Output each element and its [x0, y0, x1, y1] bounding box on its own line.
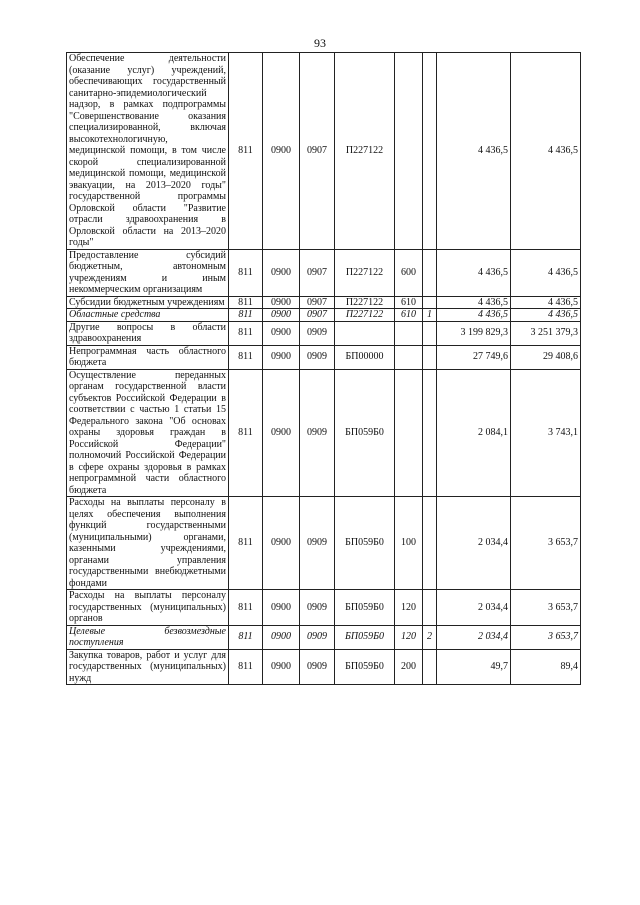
row-target-article-cell: П227122 — [335, 296, 395, 309]
row-expense-type-cell — [395, 321, 423, 345]
row-name-cell: Другие вопросы в области здравоохранения — [67, 321, 229, 345]
table-row — [67, 296, 581, 309]
row-year1-amount-cell: 2 034,4 — [437, 497, 511, 590]
row-subsection-cell: 0909 — [300, 497, 335, 590]
row-source-cell — [423, 369, 437, 497]
row-year1-amount-cell: 2 034,4 — [437, 590, 511, 626]
row-year1-amount-cell: 4 436,5 — [437, 296, 511, 309]
row-name-cell: Осуществление переданных органам государственной власти субъектов Российской Федерации в соответствии с частью 1 статьи 15 Федерального закона "Об основах охраны здоровья граждан в Российской Федерации" полномочий Российской Федерации в сфере охраны здоровья в рамках непрограммной части областного бюджета — [67, 369, 229, 497]
row-target-article-cell: П227122 — [335, 249, 395, 296]
row-name-cell: Обеспечение деятельности (оказание услуг) учреждений, обеспечивающих государственный санитарно-эпидемиологический надзор, в рамках подпрограммы "Совершенствование оказания специализированной, включая высокотехнологичную, медицинской помощи, в том числе скорой специализированной медицинской помощи, медицинской эвакуации, на 2013–2020 годы" государственной программы Орловской области "Развитие отрасли здравоохранения в Орловской области на 2013–2020 годы" — [67, 53, 229, 250]
budget-table — [66, 52, 581, 685]
row-grbs-cell: 811 — [229, 345, 263, 369]
row-expense-type-cell: 610 — [395, 309, 423, 322]
row-grbs-cell: 811 — [229, 625, 263, 649]
page-number: 93 — [314, 36, 326, 50]
table-row — [67, 497, 581, 590]
row-expense-type-cell — [395, 53, 423, 250]
row-target-article-cell: БП059Б0 — [335, 649, 395, 685]
row-target-article-cell: БП059Б0 — [335, 369, 395, 497]
row-year2-amount-cell: 3 653,7 — [511, 497, 581, 590]
row-subsection-cell: 0909 — [300, 590, 335, 626]
row-grbs-cell: 811 — [229, 309, 263, 322]
row-grbs-cell: 811 — [229, 497, 263, 590]
row-subsection-cell: 0909 — [300, 369, 335, 497]
row-source-cell — [423, 321, 437, 345]
row-subsection-cell: 0909 — [300, 321, 335, 345]
table-row — [67, 309, 581, 322]
table-row — [67, 369, 581, 497]
table-row — [67, 249, 581, 296]
row-section-cell: 0900 — [263, 249, 300, 296]
table-row — [67, 590, 581, 626]
row-expense-type-cell: 120 — [395, 625, 423, 649]
row-source-cell — [423, 296, 437, 309]
budget-table-body — [67, 53, 581, 685]
table-row — [67, 345, 581, 369]
row-name-cell: Целевые безвозмездные поступления — [67, 625, 229, 649]
row-section-cell: 0900 — [263, 309, 300, 322]
row-section-cell: 0900 — [263, 590, 300, 626]
row-subsection-cell: 0909 — [300, 345, 335, 369]
row-subsection-cell: 0907 — [300, 309, 335, 322]
row-year2-amount-cell: 89,4 — [511, 649, 581, 685]
row-name-cell: Предоставление субсидий бюджетным, автономным учреждениям и иным некоммерческим организациям — [67, 249, 229, 296]
row-source-cell — [423, 590, 437, 626]
table-row — [67, 53, 581, 250]
row-name-cell: Расходы на выплаты персоналу государственных (муниципальных) органов — [67, 590, 229, 626]
table-row — [67, 321, 581, 345]
row-target-article-cell — [335, 321, 395, 345]
row-target-article-cell: БП059Б0 — [335, 590, 395, 626]
row-subsection-cell: 0907 — [300, 53, 335, 250]
row-section-cell: 0900 — [263, 321, 300, 345]
table-row — [67, 649, 581, 685]
row-year1-amount-cell: 2 034,4 — [437, 625, 511, 649]
row-section-cell: 0900 — [263, 625, 300, 649]
row-expense-type-cell: 610 — [395, 296, 423, 309]
row-subsection-cell: 0909 — [300, 649, 335, 685]
row-expense-type-cell: 200 — [395, 649, 423, 685]
row-target-article-cell: БП059Б0 — [335, 497, 395, 590]
row-source-cell — [423, 345, 437, 369]
row-year2-amount-cell: 3 251 379,3 — [511, 321, 581, 345]
row-expense-type-cell — [395, 345, 423, 369]
row-section-cell: 0900 — [263, 53, 300, 250]
row-expense-type-cell — [395, 369, 423, 497]
row-year2-amount-cell: 3 653,7 — [511, 590, 581, 626]
row-name-cell: Областные средства — [67, 309, 229, 322]
row-expense-type-cell: 120 — [395, 590, 423, 626]
table-row — [67, 625, 581, 649]
row-year2-amount-cell: 3 743,1 — [511, 369, 581, 497]
row-grbs-cell: 811 — [229, 321, 263, 345]
row-source-cell — [423, 53, 437, 250]
row-year2-amount-cell: 4 436,5 — [511, 53, 581, 250]
row-name-cell: Непрограммная часть областного бюджета — [67, 345, 229, 369]
row-year2-amount-cell: 4 436,5 — [511, 309, 581, 322]
row-section-cell: 0900 — [263, 345, 300, 369]
row-target-article-cell: П227122 — [335, 53, 395, 250]
row-source-cell: 1 — [423, 309, 437, 322]
row-name-cell: Закупка товаров, работ и услуг для государственных (муниципальных) нужд — [67, 649, 229, 685]
row-year2-amount-cell: 3 653,7 — [511, 625, 581, 649]
row-source-cell — [423, 249, 437, 296]
row-year1-amount-cell: 3 199 829,3 — [437, 321, 511, 345]
row-section-cell: 0900 — [263, 296, 300, 309]
row-target-article-cell: БП059Б0 — [335, 625, 395, 649]
row-source-cell — [423, 649, 437, 685]
row-grbs-cell: 811 — [229, 296, 263, 309]
row-subsection-cell: 0907 — [300, 249, 335, 296]
row-section-cell: 0900 — [263, 369, 300, 497]
row-year1-amount-cell: 2 084,1 — [437, 369, 511, 497]
row-grbs-cell: 811 — [229, 249, 263, 296]
row-source-cell: 2 — [423, 625, 437, 649]
row-section-cell: 0900 — [263, 497, 300, 590]
row-subsection-cell: 0909 — [300, 625, 335, 649]
row-grbs-cell: 811 — [229, 590, 263, 626]
row-section-cell: 0900 — [263, 649, 300, 685]
row-year1-amount-cell: 4 436,5 — [437, 53, 511, 250]
row-year1-amount-cell: 49,7 — [437, 649, 511, 685]
row-subsection-cell: 0907 — [300, 296, 335, 309]
row-target-article-cell: П227122 — [335, 309, 395, 322]
row-source-cell — [423, 497, 437, 590]
row-grbs-cell: 811 — [229, 649, 263, 685]
row-year1-amount-cell: 4 436,5 — [437, 309, 511, 322]
row-year1-amount-cell: 27 749,6 — [437, 345, 511, 369]
row-year2-amount-cell: 29 408,6 — [511, 345, 581, 369]
row-name-cell: Расходы на выплаты персоналу в целях обеспечения выполнения функций государственными (муниципальными) органами, казенными учреждениями, органами управления государственными внебюджетными фондами — [67, 497, 229, 590]
row-grbs-cell: 811 — [229, 369, 263, 497]
row-expense-type-cell: 600 — [395, 249, 423, 296]
row-year1-amount-cell: 4 436,5 — [437, 249, 511, 296]
row-name-cell: Субсидии бюджетным учреждениям — [67, 296, 229, 309]
row-target-article-cell: БП00000 — [335, 345, 395, 369]
row-year2-amount-cell: 4 436,5 — [511, 249, 581, 296]
row-year2-amount-cell: 4 436,5 — [511, 296, 581, 309]
row-grbs-cell: 811 — [229, 53, 263, 250]
row-expense-type-cell: 100 — [395, 497, 423, 590]
